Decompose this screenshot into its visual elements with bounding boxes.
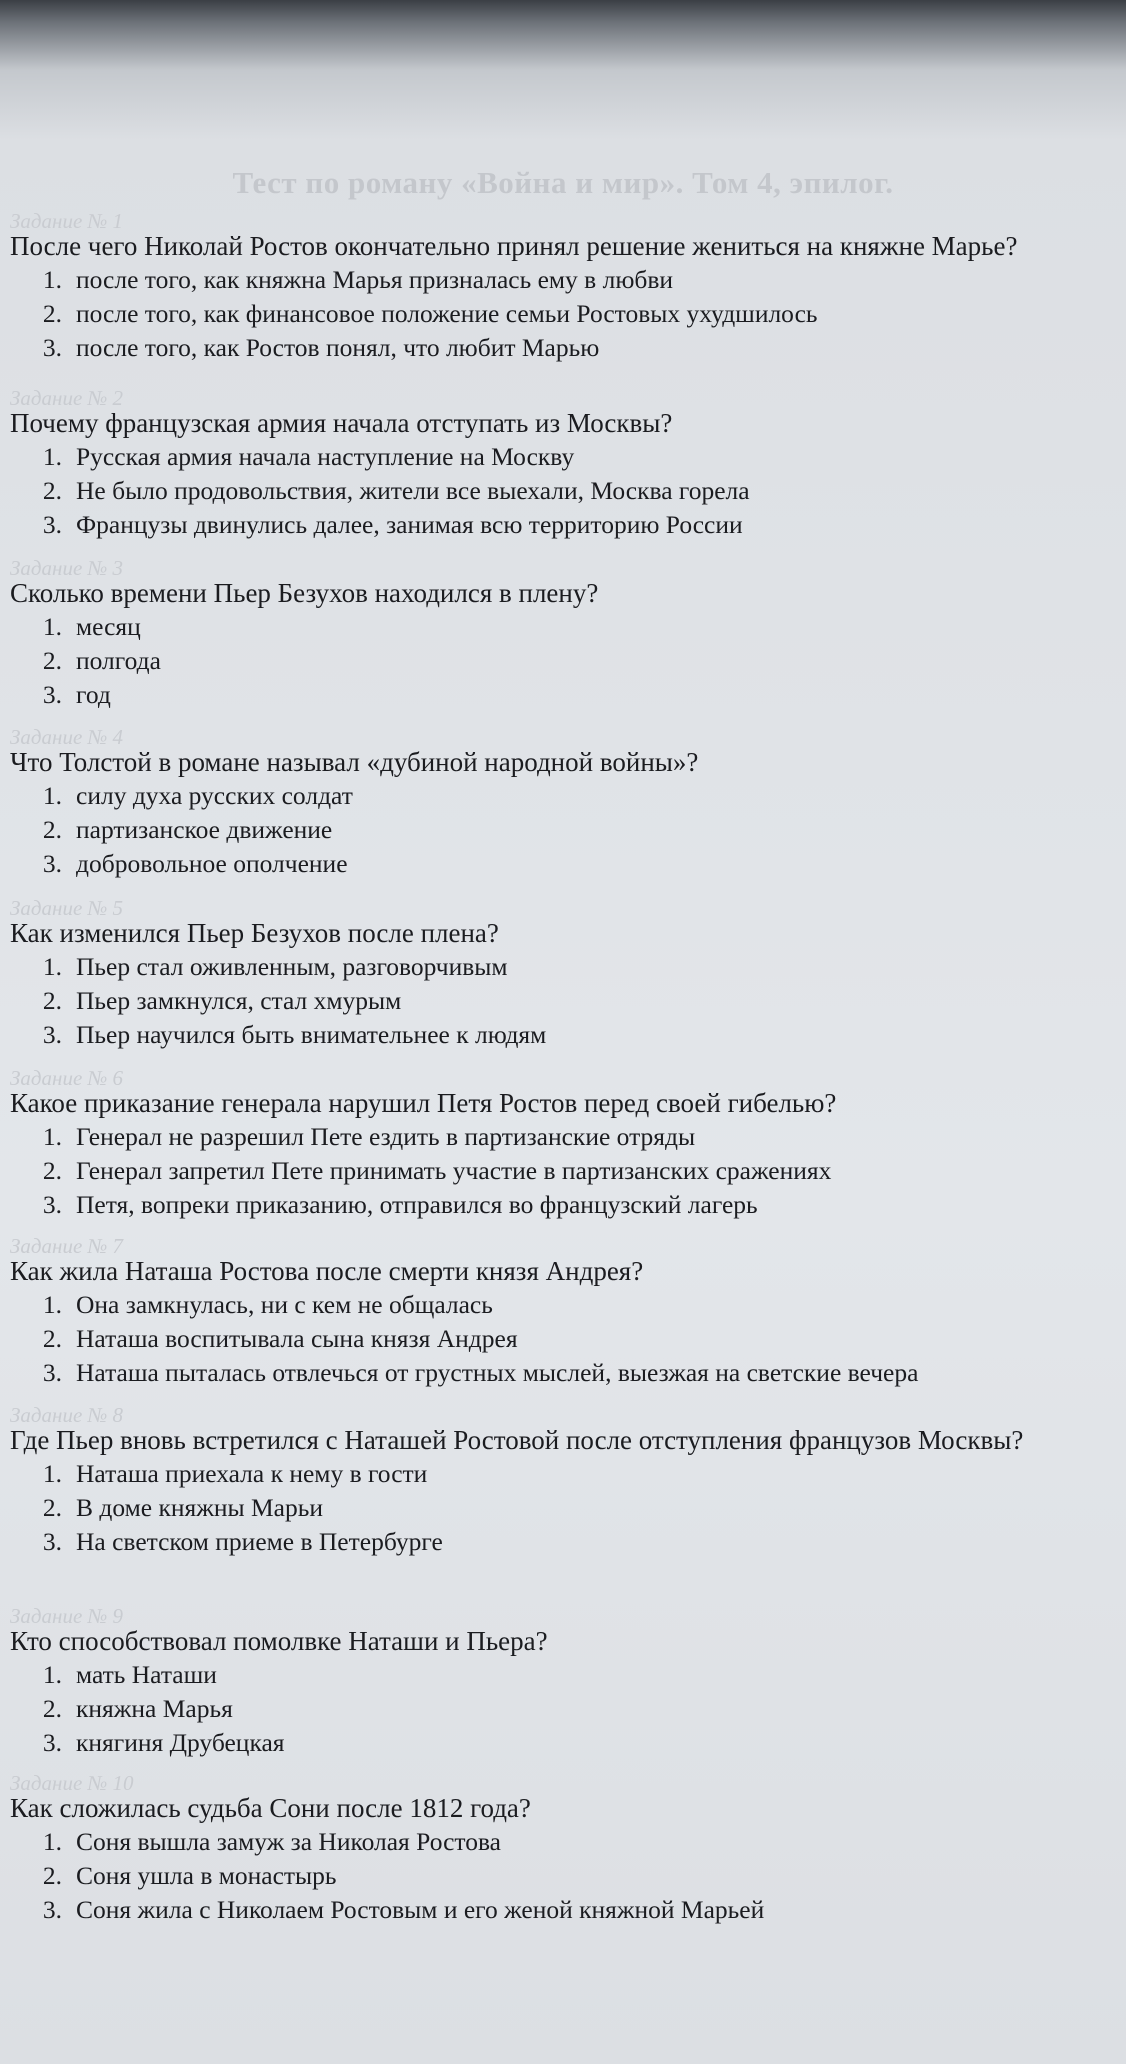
answer-text: княжна Марья	[76, 1694, 233, 1723]
task-label: Задание № 2	[10, 386, 124, 410]
answer-number: 1.	[42, 1122, 62, 1151]
answer-text: Русская армия начала наступление на Москву	[76, 442, 575, 471]
answer-option	[10, 1188, 1116, 1222]
answer-number: 1.	[42, 442, 62, 471]
answer-number: 2.	[42, 986, 62, 1015]
answer-list	[10, 1658, 1116, 1760]
answer-option	[10, 1658, 1116, 1692]
answer-text: Генерал запретил Пете принимать участие в партизанских сражениях	[76, 1156, 832, 1185]
answer-option	[10, 1525, 1116, 1559]
answer-list	[10, 1288, 1116, 1390]
answer-text: княгиня Друбецкая	[76, 1728, 285, 1757]
answer-number: 3.	[42, 1728, 62, 1757]
task-label: Задание № 7	[10, 1234, 124, 1258]
answer-text: полгода	[76, 646, 161, 675]
answer-number: 1.	[42, 265, 62, 294]
answer-option	[10, 297, 1116, 331]
answer-text: Наташа приехала к нему в гости	[76, 1459, 428, 1488]
answer-option	[10, 331, 1116, 365]
answer-number: 3.	[42, 1190, 62, 1219]
answer-text: Соня вышла замуж за Николая Ростова	[76, 1827, 501, 1856]
answer-number: 3.	[42, 1895, 62, 1924]
answer-option	[10, 644, 1116, 678]
answer-number: 3.	[42, 1358, 62, 1387]
answer-text: На светском приеме в Петербурге	[76, 1527, 443, 1556]
answer-number: 2.	[42, 815, 62, 844]
answer-list	[10, 610, 1116, 712]
question-text: Сколько времени Пьер Безухов находился в плену?	[10, 578, 599, 608]
question-text: Как изменился Пьер Безухов после плена?	[10, 918, 499, 948]
answer-text: Французы двинулись далее, занимая всю территорию России	[76, 510, 743, 539]
task-3	[10, 555, 1116, 712]
question-text: Почему французская армия начала отступать из Москвы?	[10, 408, 673, 438]
answer-option	[10, 779, 1116, 813]
answer-list	[10, 1120, 1116, 1222]
answer-number: 1.	[42, 952, 62, 981]
answer-number: 3.	[42, 849, 62, 878]
answer-option	[10, 1491, 1116, 1525]
answer-list	[10, 263, 1116, 365]
answer-text: партизанское движение	[76, 815, 333, 844]
answer-option	[10, 1692, 1116, 1726]
task-label: Задание № 6	[10, 1066, 124, 1090]
answer-option	[10, 1154, 1116, 1188]
task-1	[10, 208, 1116, 365]
answer-number: 2.	[42, 299, 62, 328]
answer-option	[10, 508, 1116, 542]
question-text: Какое приказание генерала нарушил Петя Ростов перед своей гибелью?	[10, 1088, 837, 1118]
answer-text: Наташа пыталась отвлечься от грустных мыслей, выезжая на светские вечера	[76, 1358, 919, 1387]
document-title: Тест по роману «Война и мир». Том 4, эпилог.	[232, 165, 894, 200]
answer-number: 1.	[42, 612, 62, 641]
answer-number: 3.	[42, 680, 62, 709]
answer-option	[10, 263, 1116, 297]
answer-option	[10, 1825, 1116, 1859]
task-label: Задание № 9	[10, 1604, 124, 1628]
answer-list	[10, 1825, 1116, 1927]
answer-list	[10, 1457, 1116, 1559]
answer-text: Пьер замкнулся, стал хмурым	[76, 986, 402, 1015]
answer-option	[10, 1322, 1116, 1356]
answer-option	[10, 1457, 1116, 1491]
answer-text: после того, как Ростов понял, что любит Марью	[76, 333, 600, 362]
answer-text: месяц	[76, 612, 141, 641]
task-label: Задание № 10	[10, 1771, 134, 1795]
answer-option	[10, 678, 1116, 712]
task-2	[10, 385, 1116, 542]
task-6	[10, 1065, 1116, 1222]
task-label: Задание № 5	[10, 896, 124, 920]
answer-option	[10, 1120, 1116, 1154]
answer-number: 2.	[42, 1861, 62, 1890]
answer-text: добровольное ополчение	[76, 849, 348, 878]
answer-text: Генерал не разрешил Пете ездить в партизанские отряды	[76, 1122, 696, 1151]
answer-text: силу духа русских солдат	[76, 781, 353, 810]
answer-number: 2.	[42, 1694, 62, 1723]
answer-number: 3.	[42, 510, 62, 539]
answer-option	[10, 610, 1116, 644]
answer-option	[10, 440, 1116, 474]
answer-text: Пьер научился быть внимательнее к людям	[76, 1020, 547, 1049]
task-5	[10, 895, 1116, 1052]
answer-number: 2.	[42, 1493, 62, 1522]
answer-text: Пьер стал оживленным, разговорчивым	[76, 952, 508, 981]
question-text: Как жила Наташа Ростова после смерти князя Андрея?	[10, 1256, 644, 1286]
answer-option	[10, 1356, 1116, 1390]
answer-list	[10, 950, 1116, 1052]
answer-text: Соня ушла в монастырь	[76, 1861, 337, 1890]
answer-text: Она замкнулась, ни с кем не общалась	[76, 1290, 493, 1319]
answer-number: 3.	[42, 333, 62, 362]
answer-option	[10, 1018, 1116, 1052]
answer-text: после того, как княжна Марья призналась ему в любви	[76, 265, 674, 294]
answer-text: Петя, вопреки приказанию, отправился во французский лагерь	[76, 1190, 758, 1219]
answer-option	[10, 847, 1116, 881]
answer-option	[10, 1893, 1116, 1927]
answer-number: 2.	[42, 646, 62, 675]
answer-number: 2.	[42, 1156, 62, 1185]
task-8	[10, 1402, 1116, 1559]
answer-text: В доме княжны Марьи	[76, 1493, 324, 1522]
answer-option	[10, 1726, 1116, 1760]
answer-number: 1.	[42, 1827, 62, 1856]
answer-list	[10, 779, 1116, 881]
task-4	[10, 724, 1116, 881]
answer-text: Не было продовольствия, жители все выехали, Москва горела	[76, 476, 750, 505]
answer-option	[10, 1859, 1116, 1893]
answer-text: Наташа воспитывала сына князя Андрея	[76, 1324, 518, 1353]
answer-option	[10, 474, 1116, 508]
answer-option	[10, 1288, 1116, 1322]
task-label: Задание № 1	[10, 209, 124, 233]
answer-number: 1.	[42, 1459, 62, 1488]
answer-number: 1.	[42, 1660, 62, 1689]
question-text: После чего Николай Ростов окончательно принял решение жениться на княжне Марье?	[10, 231, 1018, 261]
question-text: Как сложилась судьба Сони после 1812 года?	[10, 1793, 531, 1823]
answer-text: год	[76, 680, 111, 709]
answer-number: 3.	[42, 1527, 62, 1556]
task-7	[10, 1233, 1116, 1390]
answer-number: 1.	[42, 781, 62, 810]
answer-number: 1.	[42, 1290, 62, 1319]
answer-text: Соня жила с Николаем Ростовым и его женой княжной Марьей	[76, 1895, 765, 1924]
answer-number: 2.	[42, 1324, 62, 1353]
question-text: Кто способствовал помолвке Наташи и Пьера?	[10, 1626, 548, 1656]
question-text: Где Пьер вновь встретился с Наташей Ростовой после отступления французов Москвы?	[10, 1425, 1024, 1455]
answer-option	[10, 984, 1116, 1018]
answer-list	[10, 440, 1116, 542]
answer-option	[10, 950, 1116, 984]
task-label: Задание № 3	[10, 556, 124, 580]
answer-number: 3.	[42, 1020, 62, 1049]
task-10	[10, 1770, 1116, 1927]
question-text: Что Толстой в романе называл «дубиной народной войны»?	[10, 747, 699, 777]
task-label: Задание № 4	[10, 725, 124, 749]
answer-option	[10, 813, 1116, 847]
task-label: Задание № 8	[10, 1403, 124, 1427]
task-9	[10, 1603, 1116, 1760]
answer-text: мать Наташи	[76, 1660, 217, 1689]
answer-number: 2.	[42, 476, 62, 505]
answer-text: после того, как финансовое положение семьи Ростовых ухудшилось	[76, 299, 818, 328]
